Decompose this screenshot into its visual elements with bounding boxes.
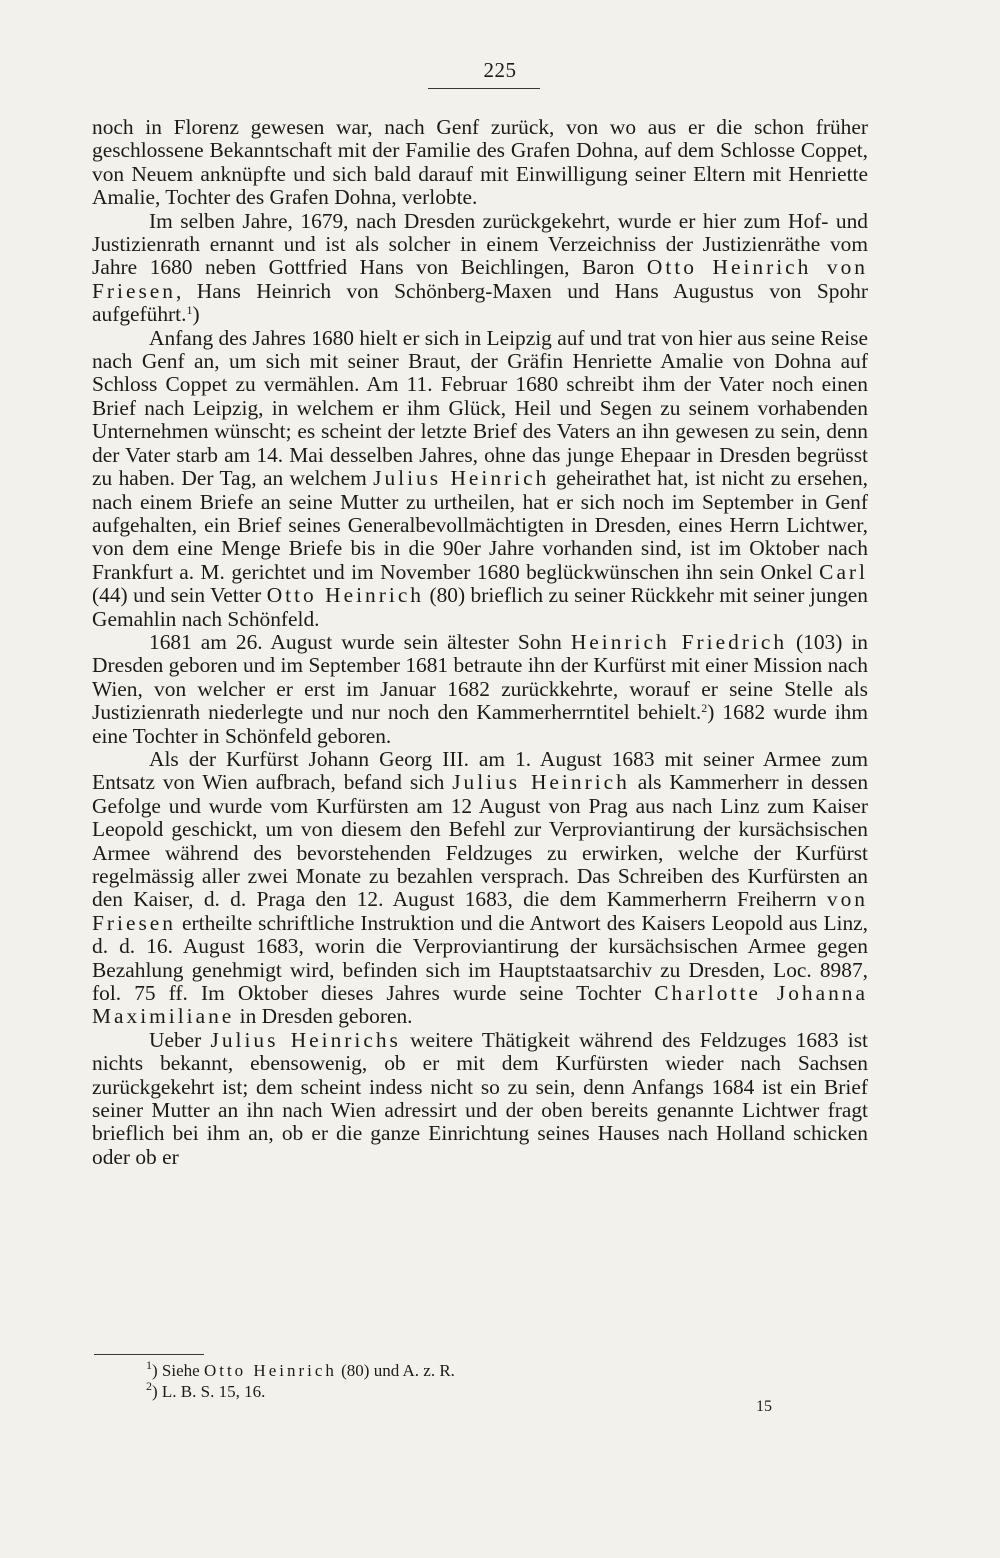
spaced-name: Otto Heinrich (266, 583, 425, 608)
text-run: Ueber (149, 1027, 211, 1052)
footnotes (146, 1360, 846, 1402)
spaced-name: Julius Heinrich (452, 770, 630, 795)
paragraph-3 (92, 327, 868, 631)
text-run: in Dresden geboren. (234, 1004, 413, 1029)
text-run: (80) brieflich zu seiner Rückkehr mit seiner jungen Gemahlin nach Schönfeld. (92, 583, 868, 631)
footnote-mark: 2 (146, 1379, 152, 1393)
footnote-1 (146, 1360, 846, 1381)
spaced-name: von Friesen (92, 887, 868, 935)
spaced-name: Heinrich Friedrich (570, 629, 788, 654)
signature-mark: 15 (756, 1398, 772, 1415)
text-run: , Hans Heinrich von Schönberg-Maxen und Hans Augustus von Spohr aufgeführt. (92, 278, 868, 327)
spaced-name: Julius Heinrichs (210, 1027, 401, 1052)
footnote-2 (146, 1381, 846, 1402)
header-rule (428, 88, 540, 89)
footnote-ref: 1 (186, 303, 193, 318)
spaced-name: Julius Heinrich (373, 466, 550, 491)
text-run: 1681 am 26. August wurde sein ältester Sohn (149, 629, 571, 654)
text-run: als Kammerherr in dessen Gefolge und wurde vom Kurfürsten am 12 August von Prag aus nach Linz zum Kaiser Leopold geschickt, um von diesem den Befehl zur Verproviantirung der kursächsischen Armee während des bevorstehenden Feldzuges zu erwirken, welche der Kurfürst regelmässig aller zwei Monate zu bezahlen versprach. Das Schreiben des Kurfürsten an den Kaiser, d. d. Praga den 12. August 1683, die dem Kammerherrn Freiherrn (92, 770, 869, 912)
text-run: ) L. B. S. 15, 16. (152, 1382, 266, 1401)
footnote-mark: 1 (146, 1358, 152, 1372)
spaced-name: Charlotte Johanna Maximiliane (92, 981, 868, 1029)
paragraph-5 (92, 748, 868, 1029)
text-run: ertheilte schriftliche Instruktion und die Antwort des Kaisers Leopold aus Linz, d. d. 16. August 1683, worin die Verproviantirung der kursächsischen Armee gegen Bezahlung genehmigt wird, befinden sich im Hauptstaatsarchiv zu Dresden, Loc. 8987, fol. 75 ff. Im Oktober dieses Jahres wurde seine Tochter (92, 910, 868, 1006)
text-run: (80) und A. z. R. (336, 1361, 455, 1380)
spaced-name: Otto Heinrich (203, 1361, 337, 1380)
footnote-rule (94, 1354, 204, 1355)
paragraph-4 (92, 631, 868, 748)
page-number: 225 (483, 58, 517, 82)
paragraph-1: noch in Florenz gewesen war, nach Genf zurück, von wo aus er die schon früher geschlossene Bekanntschaft mit der Familie des Grafen Dohna, auf dem Schlosse Coppet, von Neuem anknüpfte und sich bald darauf mit Einwilligung seiner Eltern mit Henriette Amalie, Tochter des Grafen Dohna, verlobte. (92, 115, 868, 210)
text-run: weitere Thätigkeit während des Feldzuges 1683 ist nichts bekannt, ebensowenig, ob er mit dem Kurfürsten wieder nach Sachsen zurückgekehrt ist; dem scheint indess nicht so zu sein, denn Anfangs 1684 ist ein Brief seiner Mutter an ihn nach Wien adressirt und der oben bereits genannte Lichtwer fragt brieflich bei ihm an, ob er die ganze Einrichtung seines Hauses nach Holland schicken oder ob er (92, 1027, 868, 1169)
text-run: Im selben Jahre, 1679, nach Dresden zurückgekehrt, wurde er hier zum Hof- und Justizienrath ernannt und ist als solcher in einem Verzeichniss der Justizienräthe vom Jahre 1680 neben Gottfried Hans von Beichlingen, Baron (92, 208, 868, 280)
text-run: (103) in Dresden geboren und im September 1681 betraute ihn der Kurfürst mit einer Mission nach Wien, von welcher er erst im Januar 1682 zurückkehrte, worauf er seine Stelle als Justizienrath niederlegte und nur noch den Kammerherrntitel behielt. (92, 629, 868, 725)
text-run: geheirathet hat, ist nicht zu ersehen, nach einem Briefe an seine Mutter zu urtheilen, hat er sich noch im September in Genf aufgehalten, ein Brief seines Generalbevollmächtigten in Dresden, eines Herrn Lichtwer, von dem eine Menge Briefe bis in die 90er Jahre vorhanden sind, ist im Oktober nach Frankfurt a. M. gerichtet und im November 1680 beglückwünschen ihn sein Onkel (92, 466, 868, 584)
text-run: ) (192, 302, 200, 327)
spaced-name: Otto Heinrich von Friesen (92, 255, 868, 303)
text-run: ) Siehe (152, 1361, 204, 1380)
paragraph-2 (92, 210, 868, 327)
text-run: ) 1682 wurde ihm eine Tochter in Schönfeld geboren. (92, 700, 868, 748)
text-run: Anfang des Jahres 1680 hielt er sich in Leipzig auf und trat von hier aus seine Reise nach Genf an, um sich mit seiner Braut, der Gräfin Henriette Amalie von Dohna auf Schloss Coppet zu vermählen. Am 11. Februar 1680 schreibt ihm der Vater noch einen Brief nach Leipzig, in welchem er ihm Glück, Heil und Segen zu seinem vorhabenden Unternehmen wünscht; es scheint der letzte Brief des Vaters an ihn gewesen zu sein, denn der Vater starb am 14. Mai desselben Jahres, ohne das junge Ehepaar in Dresden begrüsst zu haben. Der Tag, an welchem (92, 325, 868, 491)
footnote-ref: 2 (701, 701, 708, 716)
paragraph-6 (92, 1029, 868, 1169)
spaced-name: Carl (819, 559, 868, 584)
text-run: Als der Kurfürst Johann Georg III. am 1. August 1683 mit seiner Armee zum Entsatz von Wien aufbrach, befand sich (92, 746, 868, 795)
text-run: (44) und sein Vetter (92, 583, 267, 608)
body-text (92, 116, 868, 1169)
